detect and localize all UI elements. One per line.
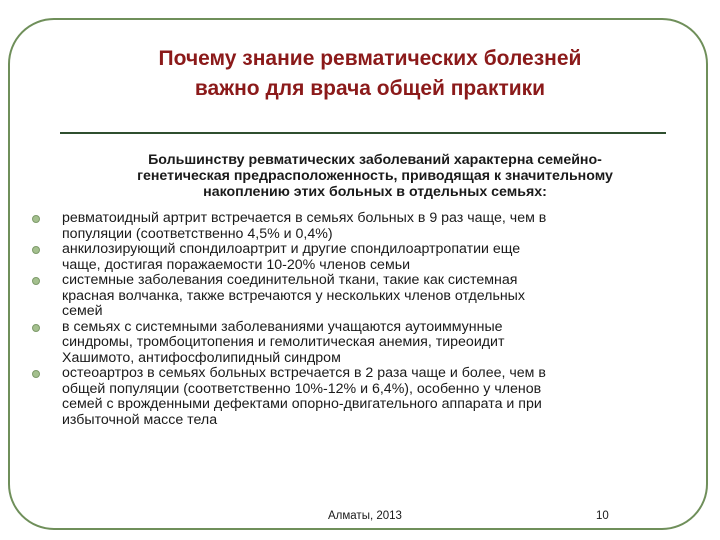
bullet-item — [30, 366, 694, 428]
bullet-line: избыточной массе тела — [62, 411, 218, 428]
bullet-line: общей популяции (соответственно 10%-12% и 6,4%), особенно у членов — [62, 380, 542, 397]
bullet-item — [30, 242, 694, 273]
title-divider — [60, 132, 666, 134]
intro-line: Большинству ревматических заболеваний характерна семейно- — [148, 152, 602, 168]
bullet-line: в семьях с системными заболеваниями учащаются аутоиммунные — [62, 318, 503, 335]
intro-line: накоплению этих больных в отдельных семьях: — [203, 184, 547, 200]
bullet-line: остеоартроз в семьях больных встречается в 2 раза чаще и более, чем в — [62, 365, 546, 381]
bullet-dot-icon — [32, 277, 40, 285]
bullet-list — [30, 211, 694, 428]
bullet-line: анкилозирующий спондилоартрит и другие спондилоартропатии еще — [62, 241, 521, 257]
bullet-item — [30, 273, 694, 320]
footer-location: Алматы, 2013 — [328, 510, 402, 522]
bullet-line: ревматоидный артрит встречается в семьях больных в 9 раз чаще, чем в — [62, 210, 547, 226]
bullet-dot-icon — [32, 324, 40, 332]
bullet-line: Хашимото, антифосфолипидный синдром — [62, 349, 341, 366]
slide-title-line: важно для врача общей практики — [194, 77, 546, 100]
slide-title-line: Почему знание ревматических болезней — [158, 47, 582, 70]
bullet-item — [30, 211, 694, 242]
bullet-line: чаще, достигая поражаемости 10-20% членов семьи — [62, 256, 411, 273]
bullet-dot-icon — [32, 246, 40, 254]
intro-paragraph — [62, 152, 688, 200]
page-number: 10 — [596, 510, 609, 522]
bullet-line: красная волчанка, также встречаются у нескольких членов отдельных — [62, 287, 525, 304]
slide-title — [60, 44, 680, 104]
bullet-line: семей — [62, 303, 103, 319]
bullet-line: семей с врожденными дефектами опорно-двигательного аппарата и при — [62, 396, 542, 412]
bullet-dot-icon — [32, 370, 40, 378]
bullet-line: системные заболевания соединительной ткани, такие как системная — [62, 272, 518, 288]
bullet-dot-icon — [32, 215, 40, 223]
bullet-line: популяции (соответственно 4,5% и 0,4%) — [62, 225, 333, 242]
intro-line: генетическая предрасположенность, приводящая к значительному — [137, 168, 613, 184]
bullet-line: синдромы, тромбоцитопения и гемолитическая анемия, тиреоидит — [62, 334, 505, 350]
bullet-item — [30, 320, 694, 367]
